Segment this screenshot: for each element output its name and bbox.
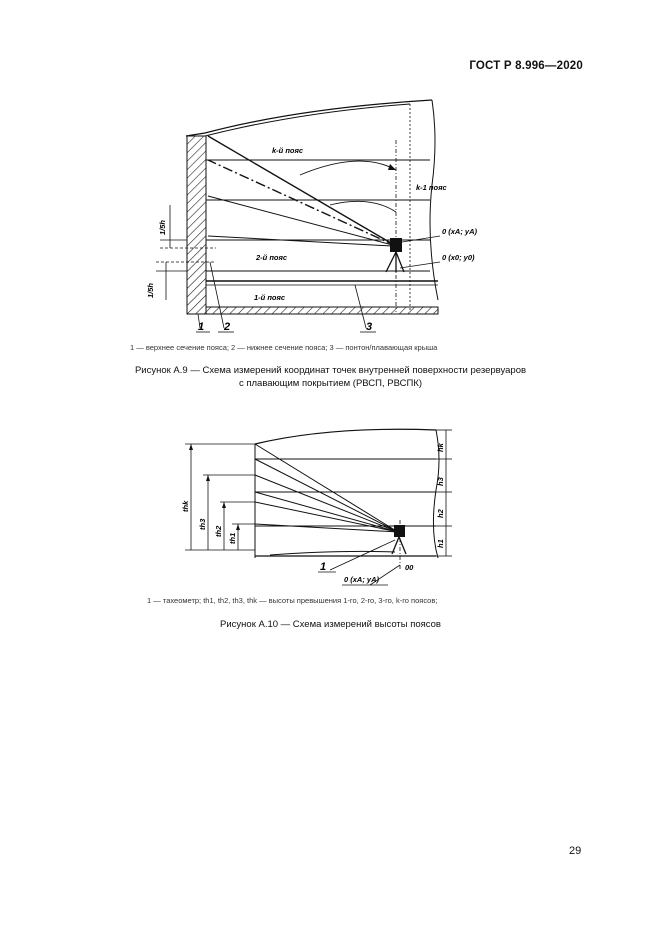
mark-hk: hk [436, 443, 445, 452]
tacheometer-icon [390, 238, 402, 252]
belt-label-k: k-й пояс [272, 146, 304, 155]
point-a-label: 0 (xA; yA) [442, 227, 478, 236]
figure-a10-caption: Рисунок А.10 — Схема измерений высоты поясов [220, 619, 441, 630]
belt-label-k-1: k-1 пояс [416, 183, 447, 192]
figure-a9-caption-line1: Рисунок А.9 — Схема измерений координат точек внутренней поверхности резервуаров [134, 365, 527, 376]
tacheometer-icon-2 [394, 525, 405, 537]
mark-thk: thk [181, 500, 190, 512]
figure-a10-legend: 1 — тахеометр; th1, th2, th3, thk — высоты превышения 1-го, 2-го, 3-го, k-го поясов; [147, 596, 438, 605]
belt-label-2: 2-й пояс [256, 253, 288, 262]
page-number: 29 [569, 845, 582, 857]
figure-a9-legend: 1 — верхнее сечение пояса; 2 — нижнее сечение пояса; 3 — понтон/плавающая крыша [130, 343, 438, 352]
tank-wall [187, 136, 206, 314]
mark-h1: h1 [436, 539, 445, 548]
side-mark-lower: 1/5h [146, 282, 155, 298]
mark-th2: th2 [214, 525, 223, 537]
callout-2: 2 [224, 321, 231, 333]
callout-1: 1 [198, 321, 205, 333]
mark-th1: th1 [228, 532, 237, 544]
mark-h2: h2 [436, 509, 445, 518]
mark-th3: th3 [198, 518, 207, 530]
tank-break-line [430, 100, 438, 300]
figure-a9-caption [60, 364, 601, 390]
document-header: ГОСТ Р 8.996—2020 [469, 60, 583, 72]
roof-inner-line [205, 104, 410, 136]
point-a-label-a10: 0 (xA; yA) [344, 575, 380, 584]
figure-a9-diagram [0, 0, 661, 360]
callout-a10-1: 1 [320, 561, 327, 573]
mark-h3: h3 [436, 477, 445, 486]
side-mark-upper: 1/5h [158, 219, 167, 235]
tank-bottom [206, 307, 438, 314]
point-00-label: 00 [405, 563, 414, 572]
belt-label-1: 1-й пояс [254, 293, 286, 302]
callout-3: 3 [366, 321, 373, 333]
figure-a10-diagram [0, 420, 661, 595]
figure-a9-caption-line2: с плавающим покрытием (РВСП, РВСПК) [238, 378, 423, 389]
point-0-label: 0 (x0; y0) [442, 253, 475, 262]
